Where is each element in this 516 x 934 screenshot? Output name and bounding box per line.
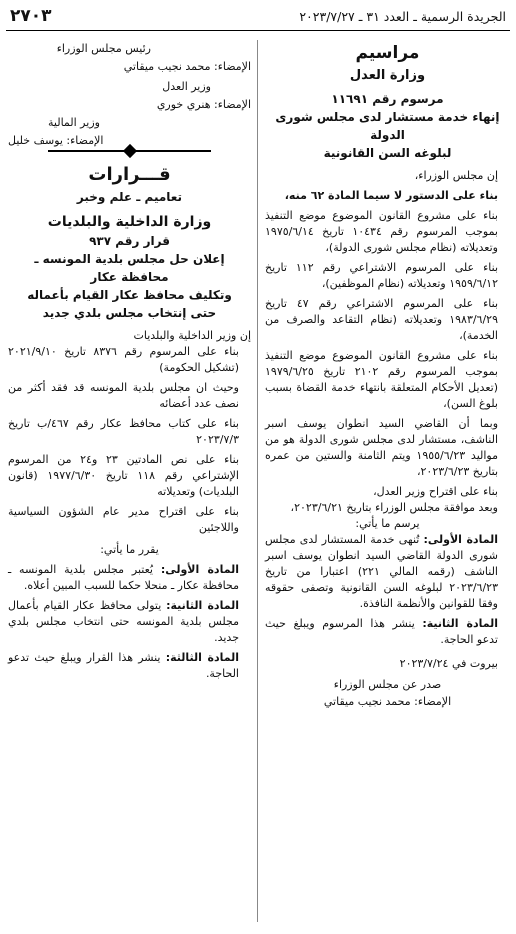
clause: بناء على مشروع القانون الموضوع موضع التنفيذ بموجب المرسوم رقم ١٠٤٣٤ تاريخ ١٩٧٥/٦/١٤ وتعديلاته (نظام مجلس شورى الدولة)، — [265, 209, 498, 254]
article-text: ينشر هذا المرسوم ويبلغ حيث تدعو الحاجة. — [265, 617, 498, 646]
section-title: قـــرارات — [88, 164, 171, 185]
signature-name: الإمضاء: يوسف خليل — [8, 134, 104, 147]
article-text: يتولى محافظ عكار القيام بأعمال مجلس بلدية المونسه حتى انتخاب مجلس بلدي جديد. — [8, 599, 239, 644]
article-1 — [265, 532, 510, 612]
decision-number: قرار رقم ٩٣٧ — [89, 234, 170, 248]
article-label: المادة الثانية: — [166, 599, 239, 612]
article-label: المادة الأولى: — [423, 533, 498, 546]
signature-name: الإمضاء: محمد نجيب ميقاتي — [123, 60, 251, 73]
clause: وحيث ان مجلس بلدية المونسه قد فقد أكثر من نصف عدد أعضائه — [8, 381, 239, 410]
clause: وبعد موافقة مجلس الوزراء بتاريخ ٢٠٢٣/٦/٢١، — [290, 501, 498, 514]
decree-subject: إنهاء خدمة مستشار لدى مجلس شورى الدولة — [275, 110, 500, 142]
signature-name: الإمضاء: هنري خوري — [156, 98, 251, 111]
signature-role: وزير العدل — [162, 80, 211, 93]
signature: الإمضاء: محمد نجيب ميقاتي — [323, 695, 452, 708]
section-ornament — [48, 146, 211, 156]
decree-number: مرسوم رقم ١١٦٩١ — [331, 92, 444, 106]
signature-role: وزير المالية — [48, 116, 100, 129]
article-text: تُنهى خدمة المستشار لدى مجلس شورى الدولة القاضي السيد انطوان يوسف اسبر الناشف (رقمه المالي ٢٢١) اعتبارا من تاريخ ٢٠٢٣/٦/٢٣ لبلوغه السن القانونية وتصفى حقوقه وفقا للقوانين والأنظمة النافذة. — [265, 533, 498, 610]
article-label: المادة الثانية: — [422, 617, 498, 630]
clause: بناء على اقتراح مدير عام الشؤون السياسية واللاجئين — [8, 505, 239, 534]
constitution-clause: بناء على الدستور لا سيما المادة ٦٢ منه، — [284, 189, 498, 202]
issued-by: صدر عن مجلس الوزراء — [333, 678, 442, 691]
article-3 — [8, 650, 251, 682]
section-subtitle: تعاميم ـ علم وخبر — [76, 190, 183, 204]
signature-block — [8, 40, 251, 147]
decisions-column — [8, 40, 251, 682]
article-text: يُعتبر مجلس بلدية المونسه ـ محافظة عكار ـ منحلا حكما للسبب المبين أعلاه. — [8, 563, 239, 592]
clause: بناء على المرسوم الاشتراعي رقم ١١٢ تاريخ ١٩٥٩/٦/١٢ وتعديلاته (نظام الموظفين)، — [265, 261, 499, 290]
ministry-title: وزارة الداخلية والبلديات — [47, 214, 212, 230]
decision-subject: محافظة عكار — [90, 270, 169, 284]
clause: بناء على مشروع القانون الموضوع موضع التنفيذ بموجب المرسوم رقم ٢١٠٢ تاريخ ١٩٧٩/٦/٢٥ (تعديل الأحكام المتعلقة بانتهاء خدمة القضاة بسبب بلوغ السن)، — [265, 349, 498, 410]
article-2 — [8, 598, 251, 646]
article-1 — [8, 562, 251, 594]
clause: بناء على كتاب محافظ عكار رقم ٤٦٧/ب تاريخ ٢٠٢٣/٧/٣ — [8, 417, 239, 446]
article-label: المادة الأولى: — [160, 563, 239, 576]
article-text: ينشر هذا القرار ويبلغ حيث تدعو الحاجة. — [8, 651, 239, 680]
ministry-title: وزارة العدل — [349, 68, 426, 83]
clause: وبما أن القاضي السيد انطوان يوسف اسبر الناشف، مستشار لدى مجلس شورى الدولة هو من مواليد ١٩٥٥/٦/٢٣ ويتم الثامنة والستين من عمره بتاريخ ٢٠٢٣/٦/٢٣، — [265, 417, 499, 478]
clause: بناء على المرسوم رقم ٨٣٧٦ تاريخ ٢٠٢١/٩/١٠ (تشكيل الحكومة) — [8, 345, 239, 374]
clause: بناء على اقتراح وزير العدل، — [373, 485, 498, 498]
signature-role: رئيس مجلس الوزراء — [56, 42, 151, 55]
decision-subject: حتى إنتخاب مجلس بلدي جديد — [42, 306, 217, 320]
minister: إن وزير الداخلية والبلديات — [133, 329, 251, 342]
place-date: بيروت في ٢٠٢٣/٧/٢٤ — [399, 657, 498, 670]
decision-subject: إعلان حل مجلس بلدية المونسه ـ — [34, 252, 225, 266]
page-number: ٢٧٠٣ — [10, 6, 52, 26]
article-2 — [265, 616, 510, 648]
gazette-title: الجريدة الرسمية ـ العدد ٣١ ـ ٢٠٢٣/٧/٢٧ — [299, 9, 506, 24]
decrees-label: يرسم ما يأتي: — [355, 517, 420, 530]
header-rule — [6, 30, 510, 31]
intro: إن مجلس الوزراء، — [414, 169, 498, 182]
clause: بناء على نص المادتين ٢٣ و٢٤ من المرسوم الإشتراعي رقم ١١٨ تاريخ ١٩٧٧/٦/٣٠ (قانون البلديات) وتعديلاته — [8, 453, 240, 498]
column-divider — [257, 40, 258, 922]
clause: بناء على المرسوم الاشتراعي رقم ٤٧ تاريخ ١٩٨٣/٦/٢٩ وتعديلاته (نظام التقاعد والصرف من الخدمة)، — [265, 297, 499, 342]
decrees-column — [265, 40, 510, 710]
decree-subject: لبلوغه السن القانونية — [323, 146, 452, 160]
decision-subject: وتكليف محافظ عكار القيام بأعماله — [27, 288, 232, 302]
page-header — [6, 6, 510, 28]
decides-label: يقرر ما يأتي: — [100, 543, 159, 556]
section-title: مراسيم — [355, 43, 420, 63]
article-label: المادة الثالثة: — [165, 651, 239, 664]
